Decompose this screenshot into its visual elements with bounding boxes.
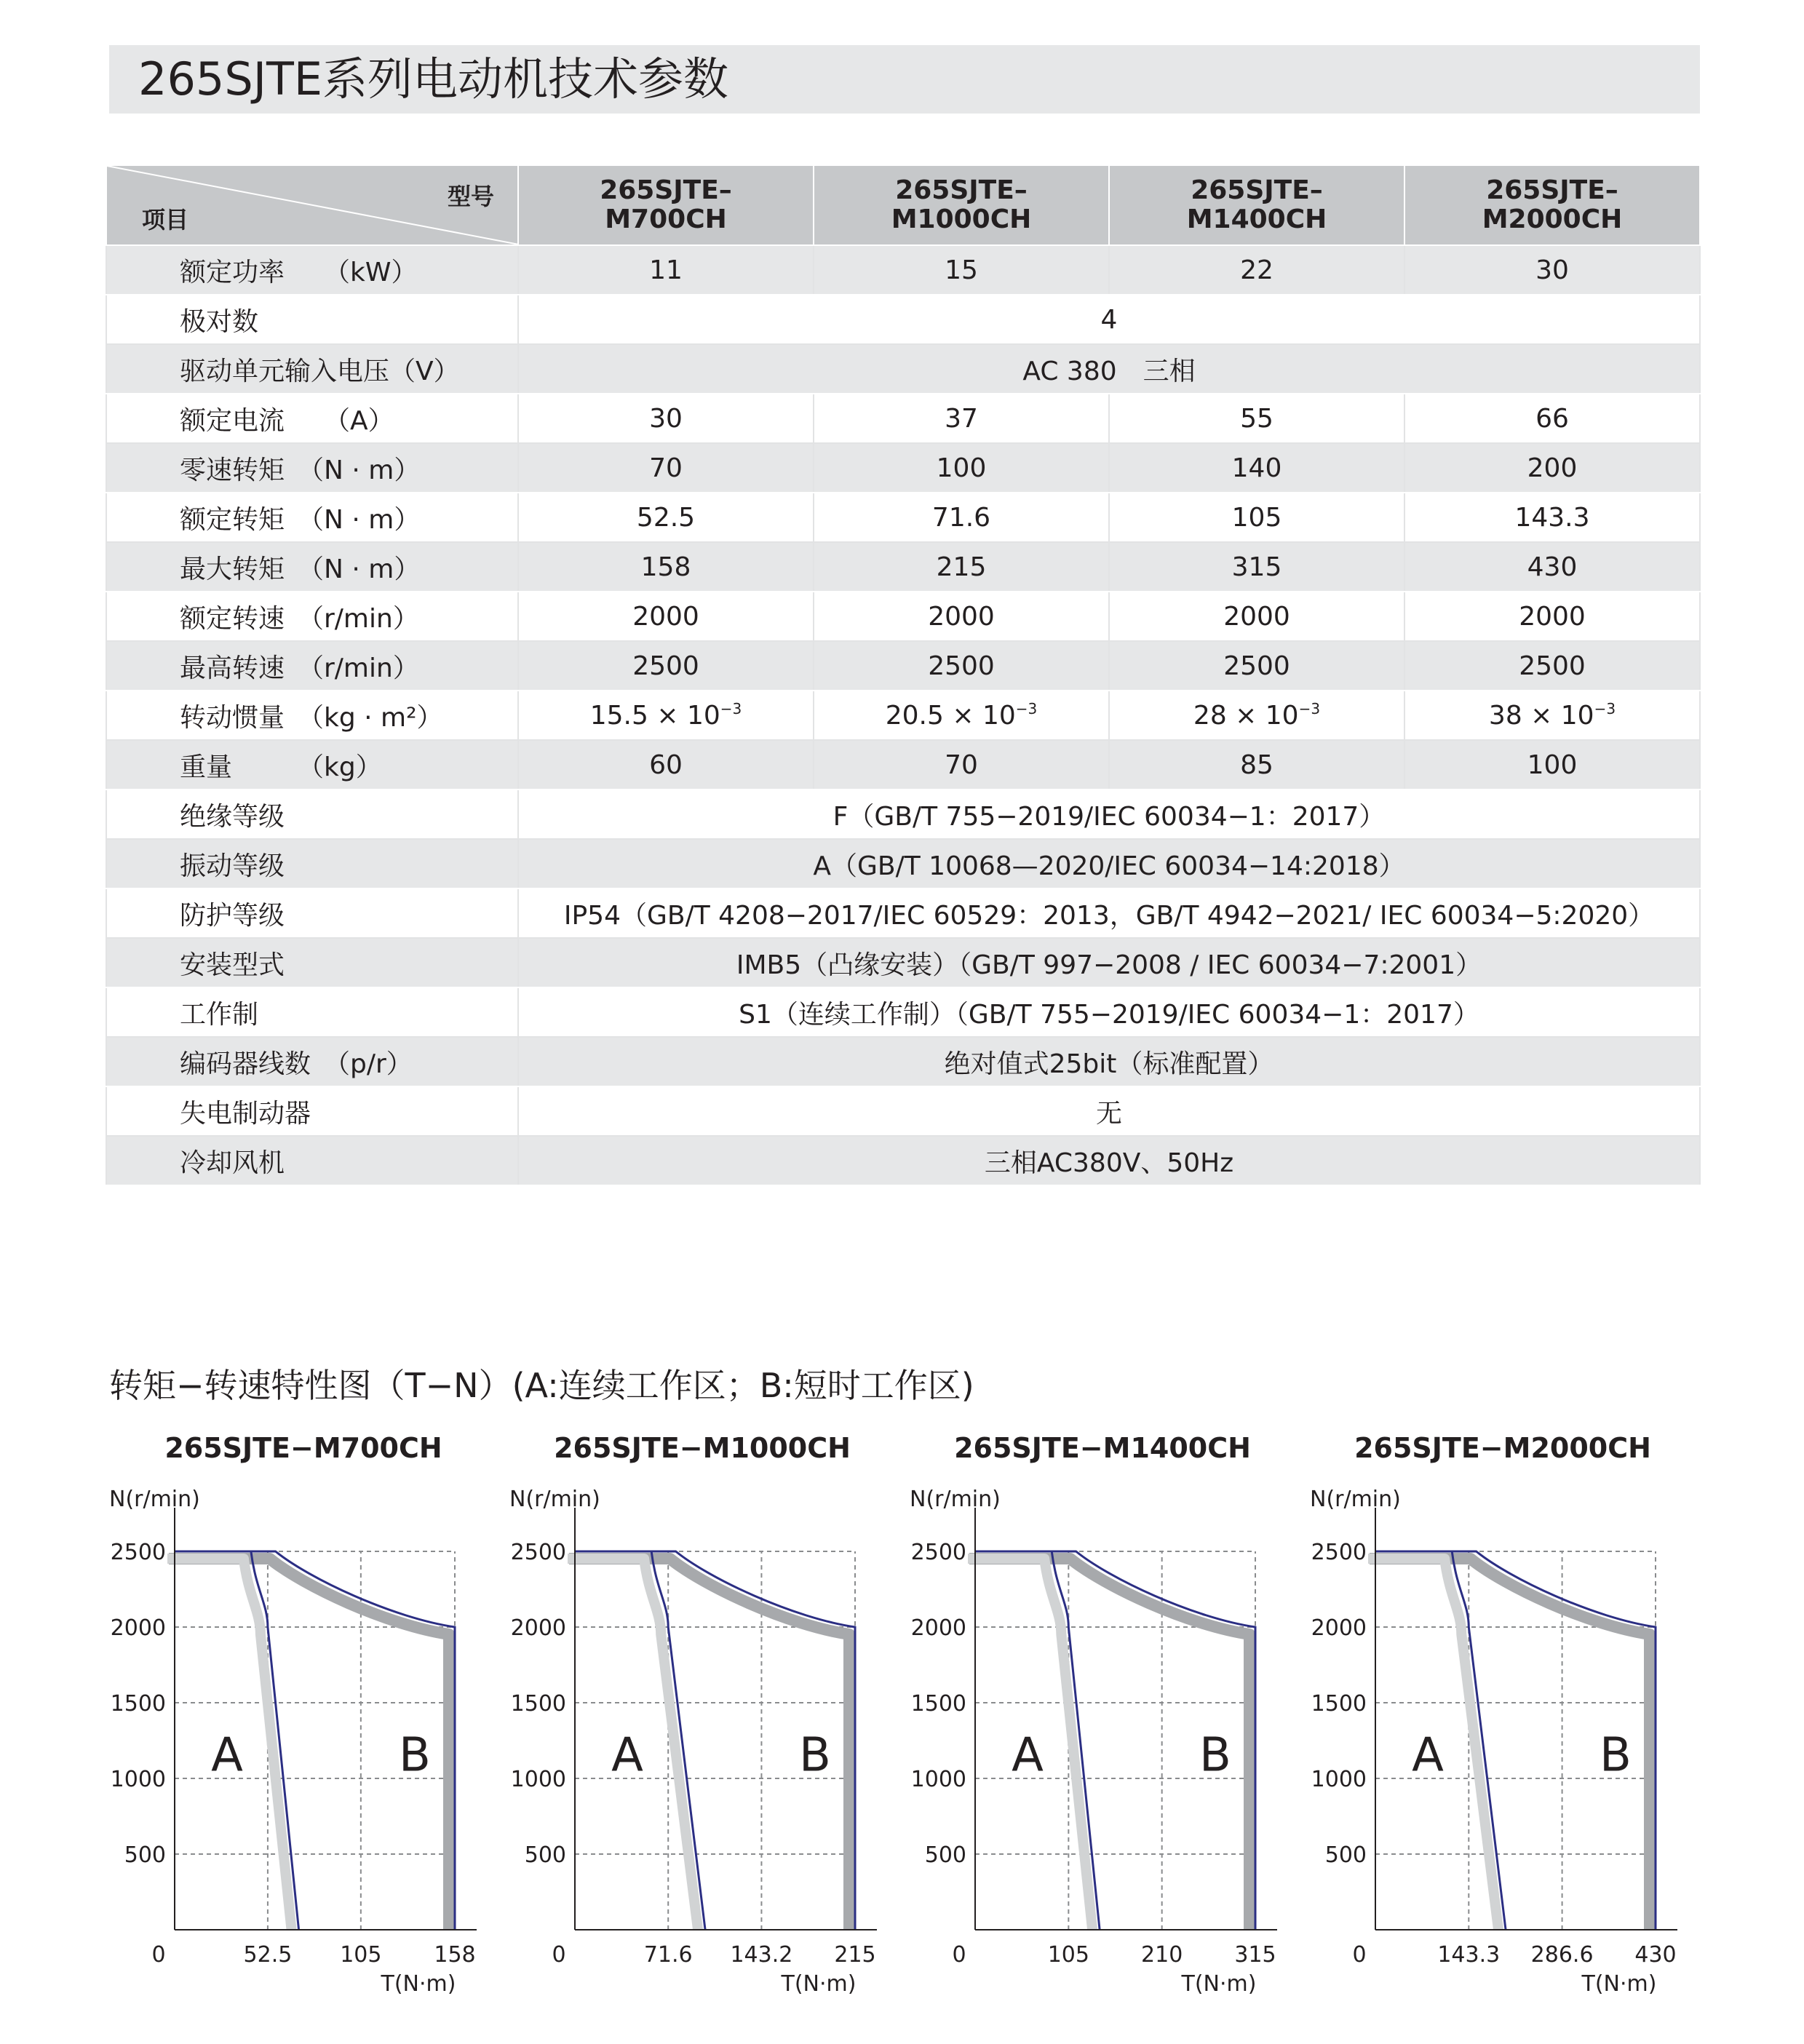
model-name-line2: M2000CH [1482,204,1623,234]
row-label: 额定转矩 （N · m） [106,493,518,542]
y-axis-label: N(r/min) [910,1487,1001,1512]
table-row [106,691,1700,740]
value-cell: 2000 [1109,592,1404,641]
value-cell: 100 [814,443,1109,493]
y-tick-label: 1000 [1311,1767,1367,1792]
header-model-label: 型号 [447,183,494,210]
inertia-exponent: −3 [1298,699,1321,717]
x-tick-label: 0 [552,1942,566,1968]
y-tick-label: 2000 [1311,1615,1367,1641]
x-tick-label: 105 [1047,1942,1089,1968]
value-cell: 215 [814,542,1109,592]
y-tick-label: 500 [124,1842,166,1868]
x-tick-label: 143.2 [730,1942,793,1968]
x-tick-label: 158 [434,1942,476,1968]
value-cell: 2500 [814,641,1109,691]
table-row [106,245,1700,295]
value-cell: 315 [1109,542,1404,592]
value-cell: 140 [1109,443,1404,493]
region-label-a: A [1012,1728,1044,1783]
y-tick-label: 1500 [110,1691,166,1717]
y-axis-label: N(r/min) [109,1487,200,1512]
y-tick-label: 2500 [510,1540,566,1565]
y-tick-label: 1500 [510,1691,566,1717]
title-bar [109,45,1700,114]
row-label: 驱动单元输入电压（V） [106,344,518,394]
region-label-a: A [211,1728,243,1783]
region-label-b: B [799,1728,831,1783]
x-tick-label: 210 [1141,1942,1183,1968]
value-cell [814,691,1109,740]
table-row [106,295,1700,344]
row-label: 失电制动器 [106,1086,518,1136]
x-tick-label: 52.5 [243,1942,293,1968]
model-header-cell [1109,165,1404,245]
row-label: 最高转速 （r/min） [106,641,518,691]
x-axis-label: T(N·m) [381,1971,456,1997]
row-label: 额定电流 （A） [106,394,518,443]
model-header-cell [1404,165,1700,245]
row-label: 转动惯量 （kg · m²） [106,691,518,740]
chart-title: 265SJTE−M700CH [164,1432,442,1464]
inertia-base: 20.5 × 10 [885,700,1016,731]
value-cell: 430 [1404,542,1700,592]
table-header-row [106,165,1700,245]
value-cell: 200 [1404,443,1700,493]
x-tick-label: 430 [1634,1942,1677,1968]
x-tick-label: 215 [834,1942,876,1968]
y-axis-label: N(r/min) [509,1487,600,1512]
inertia-base: 15.5 × 10 [589,700,720,731]
value-cell: 105 [1109,493,1404,542]
model-header-cell [518,165,814,245]
model-name-line1: 265SJTE– [895,175,1028,205]
y-tick-label: 2000 [110,1615,166,1641]
model-name-line1: 265SJTE– [1486,175,1618,205]
x-tick-label: 143.3 [1437,1942,1501,1968]
value-cell: 37 [814,394,1109,443]
x-tick-label: 315 [1234,1942,1276,1968]
table-row [106,1086,1700,1136]
x-tick-label: 105 [340,1942,382,1968]
value-cell: 2000 [1404,592,1700,641]
value-cell: 71.6 [814,493,1109,542]
x-tick-label: 286.6 [1530,1942,1594,1968]
table-row [106,493,1700,542]
row-label: 振动等级 [106,839,518,888]
row-label: 防护等级 [106,888,518,938]
chart-title: 265SJTE−M1000CH [554,1432,851,1464]
value-cell: 66 [1404,394,1700,443]
merged-value-cell: 三相AC380V、50Hz [518,1136,1700,1185]
corner-header-cell [106,165,518,245]
chart-title: 265SJTE−M2000CH [1354,1432,1651,1464]
row-label: 绝缘等级 [106,790,518,839]
y-tick-label: 500 [524,1842,566,1868]
table-row [106,1037,1700,1086]
value-cell: 143.3 [1404,493,1700,542]
chart-title: 265SJTE−M1400CH [954,1432,1251,1464]
y-tick-label: 1000 [110,1767,166,1792]
merged-value-cell: F（GB/T 755−2019/IEC 60034−1：2017） [518,790,1700,839]
row-label: 冷却风机 [106,1136,518,1185]
row-label: 最大转矩 （N · m） [106,542,518,592]
value-cell: 70 [518,443,814,493]
value-cell [518,691,814,740]
charts-section-title: 转矩−转速特性图（T−N）(A:连续工作区；B:短时工作区) [109,1366,974,1405]
table-row [106,641,1700,691]
x-axis-label: T(N·m) [781,1971,857,1997]
inertia-base: 28 × 10 [1193,700,1299,731]
value-cell: 70 [814,740,1109,790]
value-cell: 2500 [518,641,814,691]
value-cell: 11 [518,245,814,295]
model-name-line1: 265SJTE– [600,175,732,205]
value-cell: 15 [814,245,1109,295]
table-row [106,592,1700,641]
y-tick-label: 500 [1324,1842,1367,1868]
table-row [106,1136,1700,1185]
table-row [106,443,1700,493]
table-row [106,740,1700,790]
row-label: 编码器线数 （p/r） [106,1037,518,1086]
merged-value-cell: 无 [518,1086,1700,1136]
y-axis-label: N(r/min) [1310,1487,1401,1512]
table-row [106,344,1700,394]
value-cell: 30 [1404,245,1700,295]
tn-chart-m700ch [102,1484,495,2016]
row-label: 安装型式 [106,938,518,987]
x-tick-label: 0 [151,1942,166,1968]
model-header-cell [814,165,1109,245]
value-cell: 100 [1404,740,1700,790]
y-tick-label: 2000 [910,1615,966,1641]
header-item-label: 项目 [142,206,189,234]
table-row [106,938,1700,987]
value-cell: 30 [518,394,814,443]
value-cell: 2500 [1404,641,1700,691]
inertia-exponent: −3 [720,699,742,717]
value-cell: 85 [1109,740,1404,790]
spec-table [106,164,1701,1186]
region-label-a: A [611,1728,643,1783]
value-cell: 22 [1109,245,1404,295]
merged-value-cell: 4 [518,295,1700,344]
tn-chart-m1400ch [902,1484,1295,2016]
row-label: 极对数 [106,295,518,344]
value-cell [1109,691,1404,740]
y-tick-label: 1500 [910,1691,966,1717]
page-title: 265SJTE系列电动机技术参数 [138,52,729,106]
model-name-line2: M700CH [605,204,727,234]
y-tick-label: 2000 [510,1615,566,1641]
inertia-exponent: −3 [1015,699,1038,717]
tn-chart-m1000ch [502,1484,895,2016]
x-axis-label: T(N·m) [1581,1971,1657,1997]
merged-value-cell: A（GB/T 10068—2020/IEC 60034−14:2018） [518,839,1700,888]
row-label: 额定转速 （r/min） [106,592,518,641]
table-row [106,542,1700,592]
inertia-base: 38 × 10 [1488,700,1594,731]
x-tick-label: 0 [1352,1942,1367,1968]
model-name-line1: 265SJTE– [1191,175,1323,205]
row-label: 零速转矩 （N · m） [106,443,518,493]
value-cell [1404,691,1700,740]
region-label-b: B [399,1728,431,1783]
value-cell: 2000 [518,592,814,641]
model-name-line2: M1000CH [891,204,1032,234]
table-row [106,987,1700,1037]
region-label-a: A [1412,1728,1444,1783]
inertia-exponent: −3 [1594,699,1616,717]
x-tick-label: 71.6 [643,1942,693,1968]
row-label: 重量 （kg） [106,740,518,790]
y-tick-label: 2500 [1311,1540,1367,1565]
value-cell: 60 [518,740,814,790]
tn-chart-m2000ch [1303,1484,1696,2016]
y-tick-label: 1500 [1311,1691,1367,1717]
model-name-line2: M1400CH [1186,204,1327,234]
value-cell: 52.5 [518,493,814,542]
y-tick-label: 1000 [510,1767,566,1792]
y-tick-label: 2500 [910,1540,966,1565]
row-label: 工作制 [106,987,518,1037]
region-label-b: B [1199,1728,1231,1783]
value-cell: 55 [1109,394,1404,443]
table-row [106,888,1700,938]
y-tick-label: 2500 [110,1540,166,1565]
merged-value-cell: 绝对值式25bit（标准配置） [518,1037,1700,1086]
merged-value-cell: IP54（GB/T 4208−2017/IEC 60529：2013，GB/T 4942−2021/ IEC 60034−5:2020） [518,888,1700,938]
merged-value-cell: AC 380 三相 [518,344,1700,394]
table-row [106,394,1700,443]
x-tick-label: 0 [952,1942,966,1968]
row-label: 额定功率 （kW） [106,245,518,295]
table-row [106,790,1700,839]
merged-value-cell: S1（连续工作制）（GB/T 755−2019/IEC 60034−1：2017） [518,987,1700,1037]
value-cell: 2000 [814,592,1109,641]
merged-value-cell: IMB5（凸缘安装）（GB/T 997−2008 / IEC 60034−7:2001） [518,938,1700,987]
table-row [106,839,1700,888]
x-axis-label: T(N·m) [1181,1971,1257,1997]
region-label-b: B [1600,1728,1632,1783]
value-cell: 2500 [1109,641,1404,691]
y-tick-label: 1000 [910,1767,966,1792]
value-cell: 158 [518,542,814,592]
y-tick-label: 500 [924,1842,966,1868]
